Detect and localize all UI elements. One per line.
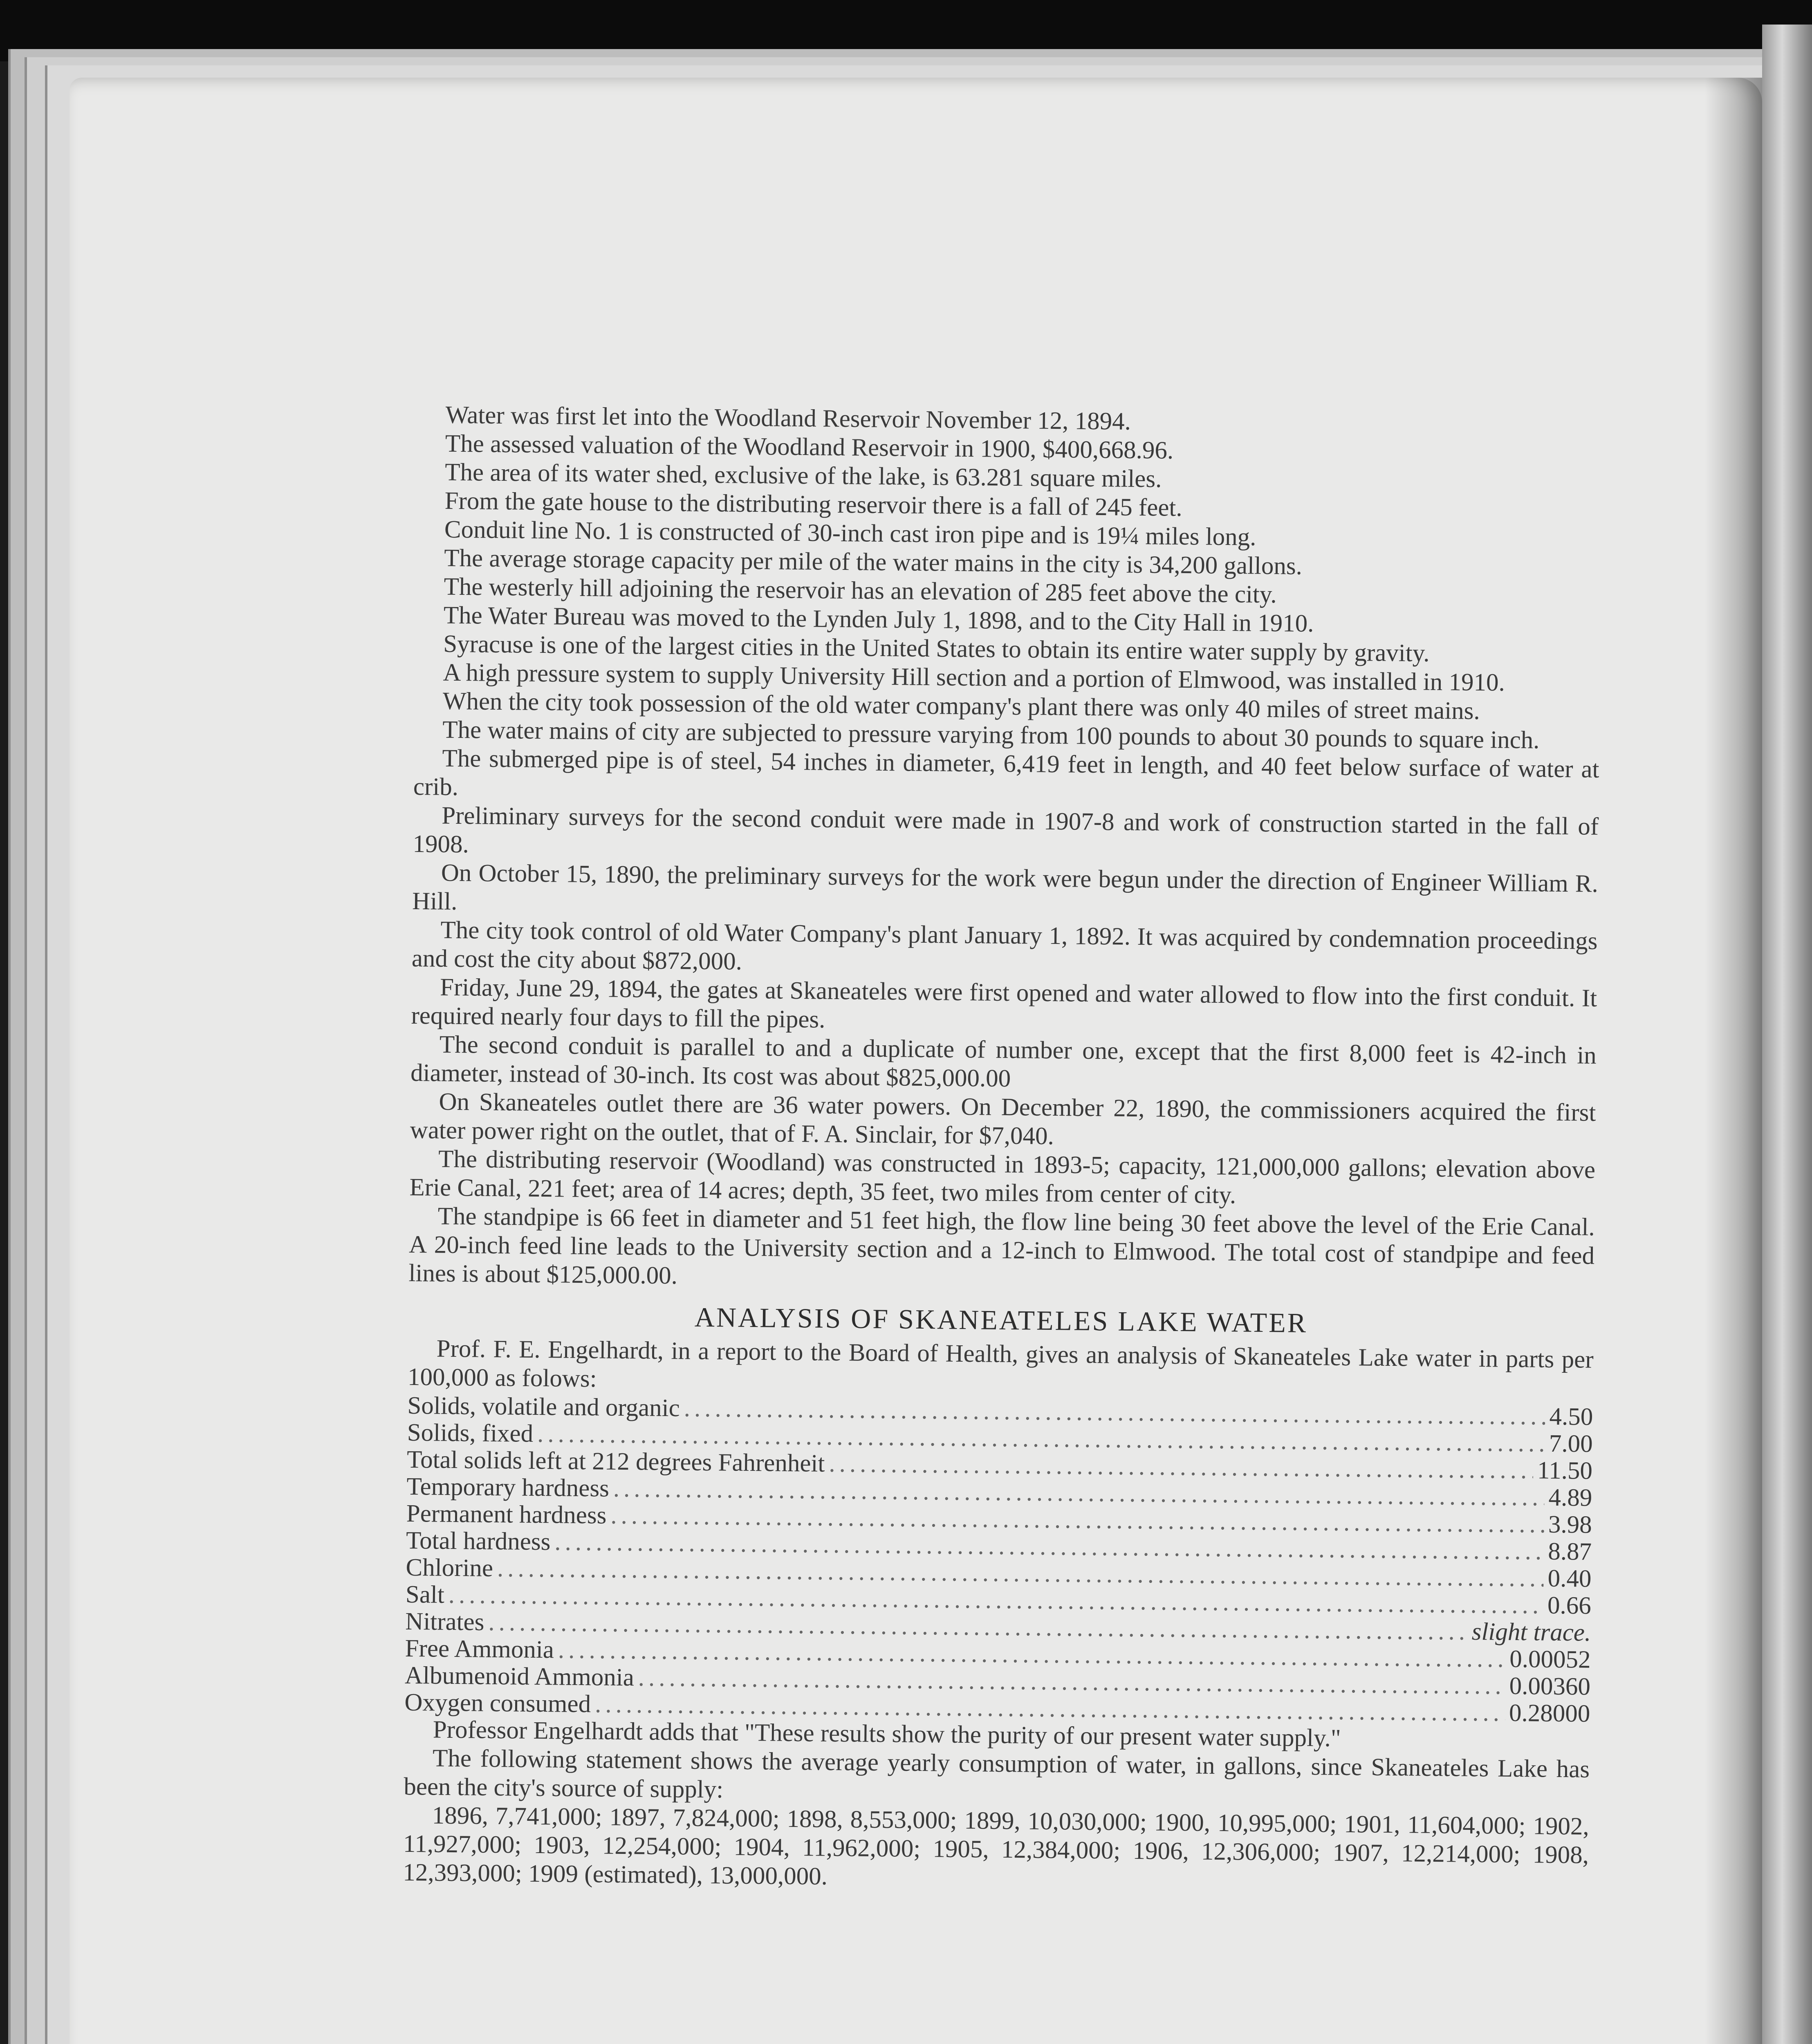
fact-paragraph: Preliminary surveys for the second conduit were made in 1907-8 and work of construction started in the fall of 1908. (413, 802, 1599, 858)
analysis-value: 0.00052 (1509, 1645, 1591, 1674)
page-gutter-shadow (1705, 78, 1762, 2044)
analysis-item: Oxygen consumed (404, 1688, 591, 1718)
analysis-value: 0.40 (1547, 1564, 1592, 1593)
analysis-item: Chlorine (406, 1553, 493, 1582)
analysis-item: Solids, volatile and organic (407, 1392, 680, 1422)
analysis-item: Free Ammonia (405, 1634, 554, 1664)
fact-paragraph: On October 15, 1890, the preliminary surveys for the work were begun under the direction of Engineer William R. Hill. (412, 859, 1599, 915)
fact-paragraph: On Skaneateles outlet there are 36 water powers. On December 22, 1890, the commissioners acquired the first water power right on the outlet, that of F. A. Sinclair, for $7,040. (410, 1088, 1596, 1150)
fact-paragraph: Friday, June 29, 1894, the gates at Skaneateles were first opened and water allowed to flow into the first conduit. It required nearly four days to fill the pipes. (411, 973, 1597, 1033)
consumption-intro: The following statement shows the average yearly consumption of water, in gallons, since Skaneateles Lake has been the city's source of supply: (404, 1744, 1590, 1804)
analysis-value: 3.98 (1548, 1511, 1592, 1539)
analysis-value: 8.87 (1548, 1537, 1592, 1566)
fact-paragraph: From the gate house to the distributing reservoir there is a fall of 245 feet. (444, 487, 1182, 522)
fact-paragraph: A high pressure system to supply University Hill section and a portion of Elmwood, was installed in 1910. (443, 659, 1505, 697)
analysis-value: 4.89 (1548, 1484, 1592, 1512)
fact-paragraph: Water was first let into the Woodland Reservoir November 12, 1894. (445, 401, 1131, 435)
adjacent-page-edge (1762, 25, 1812, 2044)
page-text-block (403, 401, 1603, 1898)
analysis-item: Nitrates (405, 1607, 484, 1636)
analysis-table (404, 1392, 1593, 1727)
analysis-value: slight trace. (1471, 1618, 1591, 1647)
fact-paragraph: When the city took possession of the old water company's plant there was only 40 miles of street mains. (442, 687, 1480, 725)
closing-quote: Professor Engelhardt adds that "These results show the purity of our present water supply." (433, 1716, 1341, 1752)
analysis-value: 4.50 (1549, 1403, 1593, 1431)
analysis-item: Total hardness (406, 1526, 551, 1556)
fact-paragraph: The city took control of old Water Company's plant January 1, 1892. It was acquired by condemnation proceedings and cost the city about $872,000. (411, 916, 1598, 975)
analysis-item: Albumenoid Ammonia (404, 1661, 635, 1692)
analysis-value: 11.50 (1537, 1457, 1593, 1485)
fact-paragraph: The submerged pipe is of steel, 54 inches in diameter, 6,419 feet in length, and 40 feet below surface of water at crib. (413, 744, 1599, 801)
fact-paragraph: The westerly hill adjoining the reservoir has an elevation of 285 feet above the city. (444, 573, 1277, 609)
fact-paragraph: Conduit line No. 1 is constructed of 30-inch cast iron pipe and is 19¼ miles long. (444, 515, 1256, 551)
analysis-item: Total solids left at 212 degrees Fahrenheit (406, 1446, 825, 1477)
analysis-intro: Prof. F. E. Engelhardt, in a report to the Board of Health, gives an analysis of Skaneateles Lake water in parts per 100,000 as folows: (407, 1335, 1594, 1393)
analysis-item: Temporary hardness (406, 1472, 610, 1502)
analysis-item: Salt (405, 1580, 445, 1609)
fact-paragraph: The area of its water shed, exclusive of the lake, is 63.281 square miles. (445, 458, 1162, 493)
fact-paragraph: The standpipe is 66 feet in diameter and 51 feet high, the flow line being 30 feet above the level of the Erie Canal. A 20-inch feed line leads to the University section and a 12-inch to Elmwood. The total cost of standpipe and feed lines is about $125,000.00. (408, 1202, 1595, 1290)
fact-paragraph: The distributing reservoir (Woodland) was constructed in 1893-5; capacity, 121,000,000 gallons; elevation above Erie Canal, 221 feet; area of 14 acres; depth, 35 feet, two miles from center of city. (409, 1145, 1596, 1209)
fact-paragraph: The water mains of city are subjected to pressure varying from 100 pounds to about 30 pounds to square inch. (442, 716, 1540, 754)
fact-paragraph: The second conduit is parallel to and a duplicate of number one, except that the first 8,000 feet is 42-inch in diameter, instead of 30-inch. Its cost was about $825,000.00 (410, 1031, 1597, 1093)
consumption-data: 1896, 7,741,000; 1897, 7,824,000; 1898, 8,553,000; 1899, 10,030,000; 1900, 10,995,000; 1901, 11,604,000; 1902, 11,927,000; 1903, 12,254,000; 1904, 11,962,000; 1905, 12,384,000; 1906, 12,306,000; 1907, 12,214,000; 1908, 12,393,000; 1909 (estimated), 13,000,000. (403, 1802, 1589, 1890)
fact-paragraph: The Water Bureau was moved to the Lynden July 1, 1898, and to the City Hall in 1910. (443, 601, 1314, 638)
analysis-item: Permanent hardness (406, 1499, 607, 1529)
analysis-value: 7.00 (1549, 1430, 1593, 1458)
fact-paragraph: The assessed valuation of the Woodland Reservoir in 1900, $400,668.96. (445, 430, 1174, 464)
fact-paragraph: Syracuse is one of the largest cities in the United States to obtain its entire water supply by gravity. (443, 630, 1430, 667)
section-heading: ANALYSIS OF SKANEATELES LAKE WATER (694, 1301, 1308, 1339)
fact-paragraph: The average storage capacity per mile of the water mains in the city is 34,200 gallons. (444, 544, 1303, 580)
analysis-item: Solids, fixed (407, 1419, 534, 1448)
analysis-value: 0.66 (1547, 1591, 1592, 1620)
analysis-value: 0.28000 (1509, 1699, 1590, 1728)
analysis-value: 0.00360 (1509, 1672, 1591, 1701)
